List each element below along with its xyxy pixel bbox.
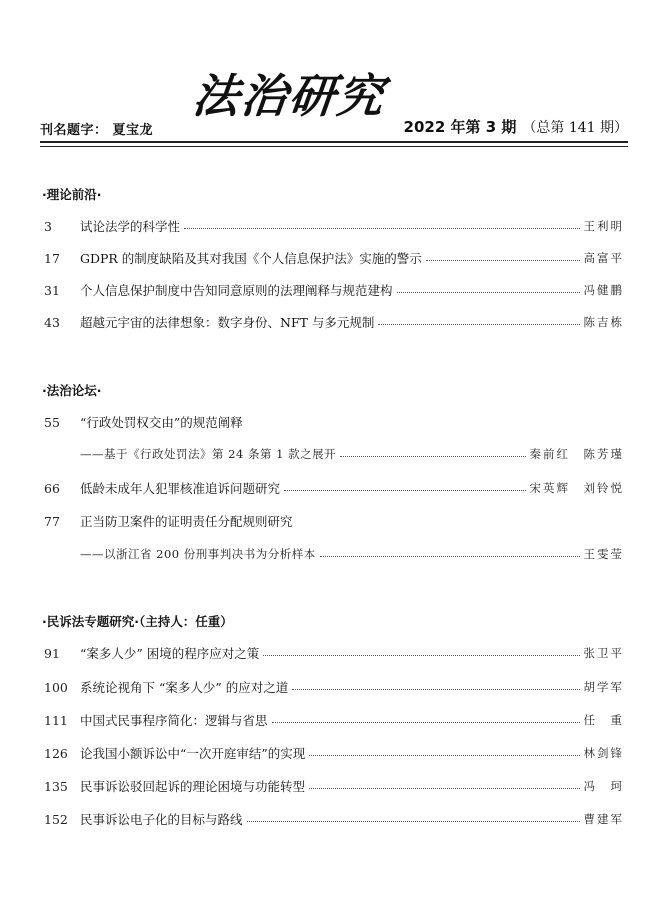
toc-subtitle[interactable] [80,444,624,464]
article-title: 试论法学的科学性 [80,219,181,234]
title-inscription: 刊名题字： 夏宝龙 [40,123,154,138]
page-number: 100 [44,679,68,695]
leader-dots [247,820,580,822]
article-title: 中国式民事程序简化：逻辑与省思 [80,713,268,728]
author: 胡学军 [583,680,624,694]
leader-dots [426,259,580,261]
toc-entry[interactable] [44,710,624,730]
author: 任 重 [583,713,624,727]
toc-entry[interactable] [44,643,624,663]
page-number: 66 [44,480,60,496]
header-rule-thick [40,141,628,143]
page-number: 135 [44,778,68,794]
author: 陈吉栋 [583,315,624,329]
author: 宋英辉 刘铃悦 [529,481,624,495]
page-number: 152 [44,811,68,827]
toc-entry[interactable] [44,743,624,763]
article-subtitle: ——以浙江省 200 份刑事判决书为分析样本 [80,547,316,561]
page-number: 77 [44,513,60,529]
toc-entry[interactable] [44,478,624,498]
masthead [40,70,628,150]
author: 冯 珂 [583,779,624,793]
article-title: 民事诉讼驳回起诉的理论困境与功能转型 [80,779,306,794]
toc-entry[interactable] [44,412,624,432]
toc-entry[interactable] [44,216,624,236]
article-title: 系统论视角下 “案多人少” 的应对之道 [80,680,289,695]
toc-entry[interactable] [44,776,624,796]
toc-entry[interactable] [44,280,624,300]
toc-entry[interactable] [44,809,624,829]
author: 张卫平 [583,646,624,660]
article-title: “案多人少” 困境的程序应对之策 [80,646,260,661]
page-number: 55 [44,414,60,430]
author: 高富平 [583,251,624,265]
toc-entry[interactable] [44,511,624,531]
author: 王利明 [583,219,624,233]
issue-label: 2022 年第 3 期 [403,118,517,136]
article-title: “行政处罚权交由”的规范阐释 [80,415,243,430]
article-title: 民事诉讼电子化的目标与路线 [80,812,243,827]
toc-entry[interactable] [44,677,624,697]
leader-dots [340,455,525,457]
article-title: 超越元宇宙的法律想象：数字身份、NFT 与多元规制 [80,315,375,330]
leader-dots [378,323,579,325]
page-number: 3 [44,218,52,234]
toc-entry[interactable] [44,248,624,268]
author: 曹建军 [583,812,624,826]
header-rule-thin [40,146,628,147]
page-number: 111 [44,712,68,728]
leader-dots [284,489,525,491]
journal-logo: 法治研究 [190,69,388,123]
page-number: 91 [44,645,60,661]
page-number: 43 [44,314,60,330]
leader-dots [309,754,579,756]
page-number: 17 [44,250,60,266]
article-title: 正当防卫案件的证明责任分配规则研究 [80,514,293,529]
author: 王雯莹 [583,547,624,561]
article-title: 论我国小额诉讼中“一次开庭审结”的实现 [80,746,306,761]
author: 林剑锋 [583,746,624,760]
issue-number [404,116,628,137]
article-title: GDPR 的制度缺陷及其对我国《个人信息保护法》实施的警示 [80,251,422,266]
article-title: 个人信息保护制度中告知同意原则的法理阐释与规范建构 [80,283,393,298]
section-heading-theory: ·理论前沿· [42,187,102,202]
toc-entry[interactable] [44,312,624,332]
total-issue: （总第 141 期） [522,120,628,136]
page-number: 126 [44,745,68,761]
author: 冯健鹏 [583,283,624,297]
leader-dots [309,787,579,789]
leader-dots [272,721,580,723]
leader-dots [397,291,580,293]
toc-subtitle[interactable] [80,544,624,564]
article-subtitle: ——基于《行政处罚法》第 24 条第 1 款之展开 [80,447,337,461]
article-title: 低龄未成年人犯罪核准追诉问题研究 [80,481,281,496]
author: 秦前红 陈芳瑾 [529,447,624,461]
section-heading-forum: ·法治论坛· [42,383,102,398]
leader-dots [292,688,579,690]
leader-dots [320,555,580,557]
page-number: 31 [44,282,60,298]
section-heading-civil-procedure: ·民诉法专题研究·（主持人：任重） [42,614,233,629]
leader-dots [263,654,579,656]
leader-dots [184,227,579,229]
